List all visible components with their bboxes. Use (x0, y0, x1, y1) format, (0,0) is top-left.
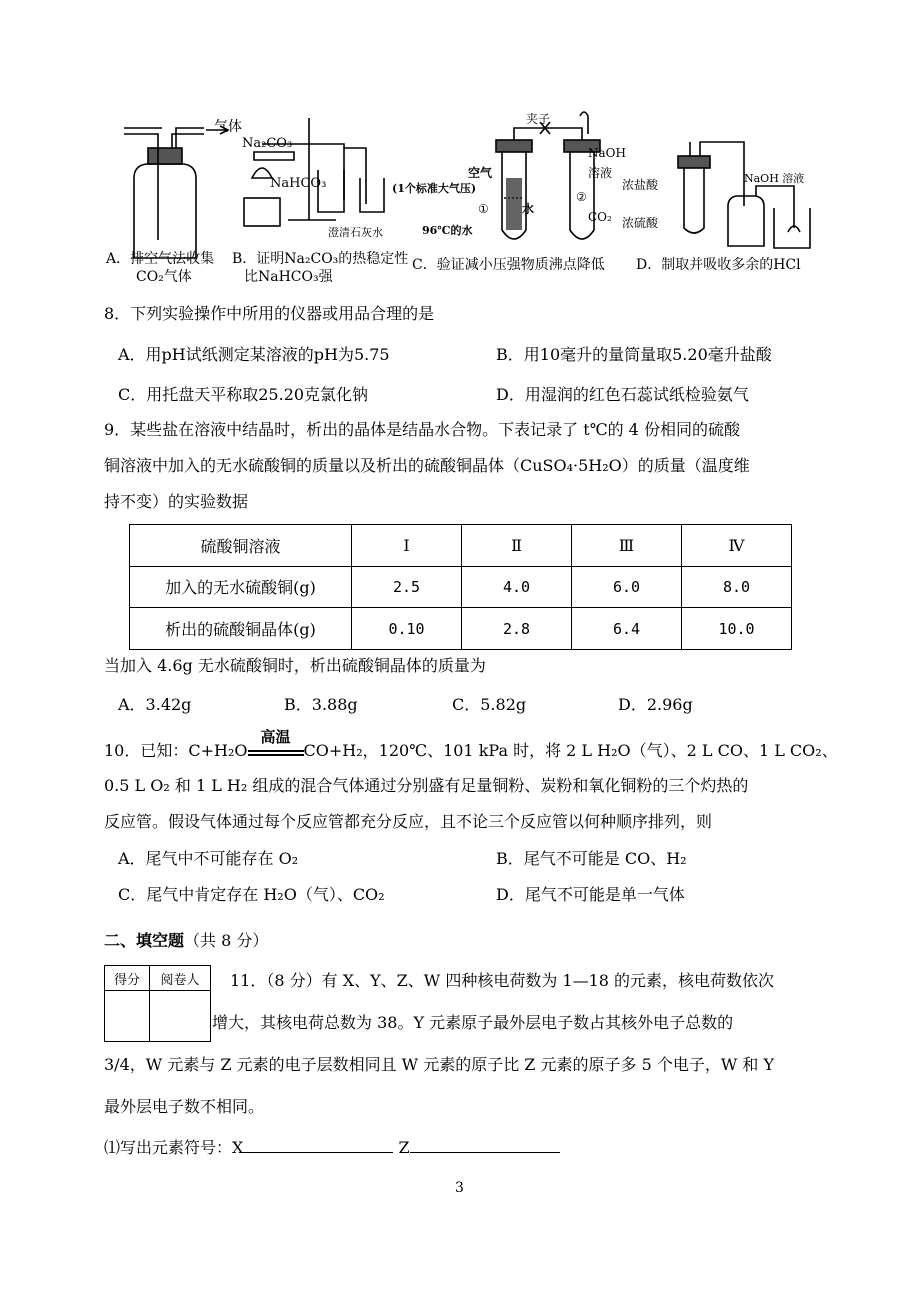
sub1-z: Z (398, 1138, 410, 1157)
q10-option-d: D．尾气不可能是单一气体 (496, 885, 685, 904)
table-cell: 2.8 (462, 608, 572, 650)
question-11-line-2: 增大，其核电荷总数为 38。Y 元素原子最外层电子数占其核外电子总数的 (212, 1013, 734, 1032)
score-cell (105, 991, 150, 1042)
label-circle-2: ② (576, 190, 587, 204)
table-cell: 8.0 (682, 566, 792, 608)
copper-sulfate-table (129, 524, 792, 650)
sub1-prefix: ⑴写出元素符号：X (104, 1138, 244, 1157)
caption-b-2: 比NaHCO₃强 (244, 269, 333, 285)
question-11-line-1: 11．（8 分）有 X、Y、Z、W 四种核电荷数为 1—18 的元素，核电荷数依次 (230, 971, 775, 990)
table-cell: 2.5 (352, 566, 462, 608)
label-gas: 气体 (214, 119, 242, 135)
table-header: Ⅲ (572, 525, 682, 567)
question-9-after: 当加入 4.6g 无水硫酸铜时，析出硫酸铜晶体的质量为 (104, 656, 486, 675)
q9-option-c: C．5.82g (452, 695, 527, 714)
table-row (130, 566, 792, 608)
label-naoh-soln: NaOH 溶液 (744, 172, 805, 185)
label-solution: 溶液 (588, 166, 613, 180)
question-9-line-3: 持不变）的实验数据 (104, 492, 249, 511)
table-header: Ⅱ (462, 525, 572, 567)
table-header: Ⅰ (352, 525, 462, 567)
q9-option-d: D．2.96g (618, 695, 693, 714)
caption-a-2: CO₂气体 (136, 269, 192, 285)
answer-blank-x[interactable] (243, 1134, 393, 1153)
q9-option-a: A．3.42g (118, 695, 192, 714)
table-cell: 4.0 (462, 566, 572, 608)
page-number: 3 (455, 1180, 464, 1196)
caption-a: A．排空气法收集 (106, 251, 215, 267)
label-circle-1: ① (478, 202, 489, 216)
label-conc-h2so4: 浓硫酸 (622, 216, 659, 230)
table-header: 硫酸铜溶液 (130, 525, 352, 567)
q10-suffix: CO+H₂，120℃、101 kPa 时，将 2 L H₂O（气）、2 L CO、1 L CO₂、 (303, 741, 838, 760)
table-cell: 析出的硫酸铜晶体(g) (130, 608, 352, 650)
label-naoh: NaOH (588, 146, 626, 160)
question-11-line-3: 3/4，W 元素与 Z 元素的电子层数相同且 W 元素的原子比 Z 元素的原子多 5 个电子，W 和 Y (104, 1055, 775, 1074)
q8-option-b: B．用10毫升的量筒量取5.20毫升盐酸 (496, 345, 772, 364)
label-co2: CO₂ (588, 210, 612, 224)
label-clamp: 夹子 (526, 112, 551, 126)
table-cell: 0.10 (352, 608, 462, 650)
q8-option-c: C．用托盘天平称取25.20克氯化钠 (118, 385, 369, 404)
question-10-line-1 (104, 728, 838, 761)
q8-option-d: D．用湿润的红色石蕊试纸检验氨气 (496, 385, 749, 404)
q10-condition: 高温 (248, 744, 304, 756)
question-9-line-1: 9．某些盐在溶液中结晶时，析出的晶体是结晶水合物。下表记录了 t℃的 4 份相同的硫酸 (104, 420, 740, 439)
label-water: 水 (522, 202, 535, 216)
label-nahco3: NaHCO₃ (270, 176, 327, 191)
label-atm: (1个标准大气压) (392, 182, 477, 195)
question-8-stem: 8．下列实验操作中所用的仪器或用品合理的是 (104, 304, 435, 323)
question-10-line-2: 0.5 L O₂ 和 1 L H₂ 组成的混合气体通过分别盛有足量铜粉、炭粉和氧化铜粉的三个灼热的 (104, 776, 749, 795)
table-row (130, 608, 792, 650)
label-conc-hcl: 浓盐酸 (622, 178, 659, 192)
q10-option-c: C．尾气中肯定存在 H₂O（气）、CO₂ (118, 885, 385, 904)
table-cell: 6.0 (572, 566, 682, 608)
caption-c: C．验证减小压强物质沸点降低 (412, 257, 605, 273)
caption-b: B．证明Na₂CO₃的热稳定性 (232, 251, 409, 267)
question-9-line-2: 铜溶液中加入的无水硫酸铜的质量以及析出的硫酸铜晶体（CuSO₄·5H₂O）的质量（温度维 (104, 456, 750, 475)
label-96-water: 96℃的水 (422, 224, 473, 237)
grader-label: 阅卷人 (150, 966, 211, 991)
table-header-row (130, 525, 792, 567)
score-box (104, 965, 211, 1042)
section-2-points: （共 8 分） (184, 931, 269, 950)
score-label: 得分 (105, 966, 150, 991)
table-cell: 10.0 (682, 608, 792, 650)
q10-option-a: A．尾气中不可能存在 O₂ (118, 849, 299, 868)
label-air: 空气 (468, 166, 493, 180)
caption-d: D．制取并吸收多余的HCl (636, 257, 801, 273)
q9-option-b: B．3.88g (284, 695, 358, 714)
grader-cell (150, 991, 211, 1042)
q10-prefix: 10．已知：C+H₂O (104, 741, 248, 760)
q10-option-b: B．尾气不可能是 CO、H₂ (496, 849, 687, 868)
table-cell: 6.4 (572, 608, 682, 650)
section-2-heading (104, 928, 268, 951)
answer-blank-z[interactable] (410, 1134, 560, 1153)
question-10-line-3: 反应管。假设气体通过每个反应管都充分反应，且不论三个反应管以何种顺序排列，则 (104, 812, 713, 831)
section-2-title: 二、填空题 (104, 931, 185, 950)
question-11-line-4: 最外层电子数不相同。 (104, 1097, 265, 1116)
label-na2co3: Na₂CO₃ (242, 136, 293, 151)
label-limewater: 澄清石灰水 (328, 226, 383, 239)
question-11-sub-1 (104, 1134, 560, 1158)
q8-option-a: A．用pH试纸测定某溶液的pH为5.75 (118, 345, 390, 364)
table-header: Ⅳ (682, 525, 792, 567)
table-cell: 加入的无水硫酸铜(g) (130, 566, 352, 608)
